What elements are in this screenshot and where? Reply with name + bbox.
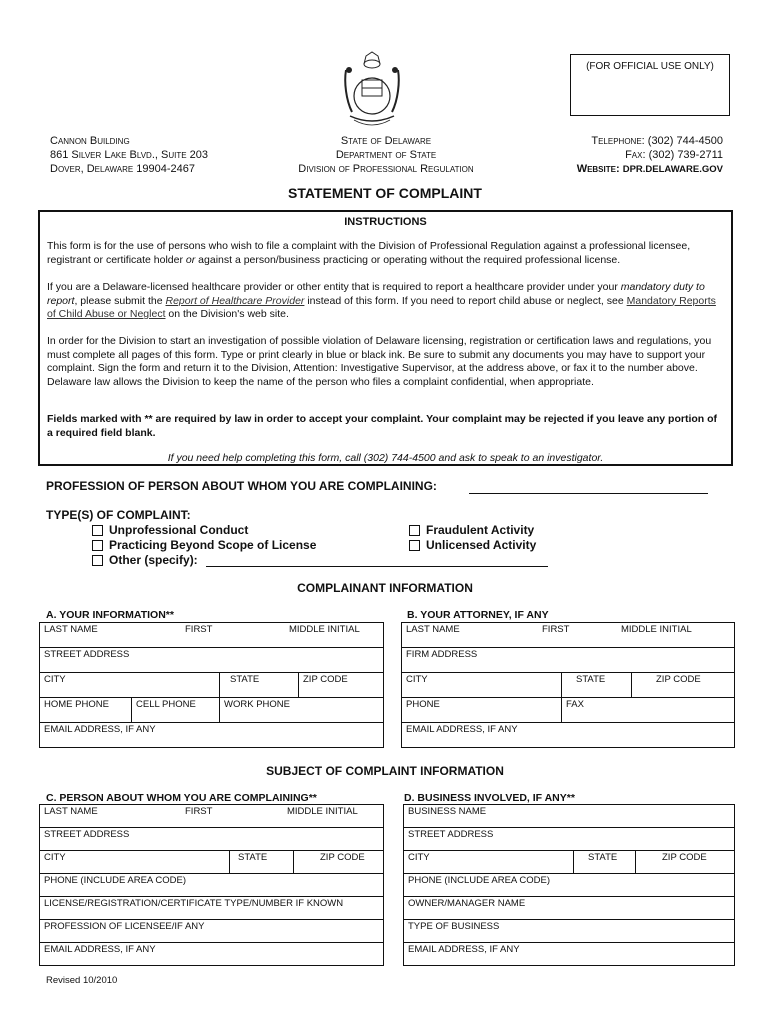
subject-heading: SUBJECT OF COMPLAINT INFORMATION <box>266 764 504 778</box>
c-license-field[interactable]: LICENSE/REGISTRATION/CERTIFICATE TYPE/NUMBER IF KNOWN <box>40 897 384 920</box>
address-line-3: Dover, Delaware 19904-2467 <box>50 163 195 175</box>
b-city-field[interactable]: CITY <box>402 673 562 698</box>
c-middle-label: MIDDLE INITIAL <box>287 806 358 817</box>
address-line-2: 861 Silver Lake Blvd., Suite 203 <box>50 149 208 161</box>
a-street-field[interactable]: STREET ADDRESS <box>40 648 384 673</box>
website-label: Website: <box>576 163 620 175</box>
b-last-name-label: LAST NAME <box>406 624 460 635</box>
c-name-field[interactable] <box>40 805 384 828</box>
fraudulent-activity-option[interactable] <box>409 523 534 537</box>
d-city-field[interactable]: CITY <box>404 851 574 874</box>
revision-footer: Revised 10/2010 <box>46 975 118 986</box>
c-profession-field[interactable]: PROFESSION OF LICENSEE/IF ANY <box>40 920 384 943</box>
beyond-scope-checkbox[interactable] <box>92 540 103 551</box>
c-email-field[interactable]: EMAIL ADDRESS, IF ANY <box>40 943 384 966</box>
agency-line-3: Division of Professional Regulation <box>298 163 474 175</box>
official-use-box <box>570 54 730 116</box>
unlicensed-activity-option[interactable] <box>409 538 536 552</box>
profession-label: PROFESSION OF PERSON ABOUT WHOM YOU ARE COMPLAINING: <box>46 479 437 493</box>
delaware-state-seal-icon <box>340 50 404 130</box>
section-b-table <box>401 622 735 748</box>
section-c-table <box>39 804 384 966</box>
instructions-paragraph-1 <box>47 240 723 267</box>
section-a-table <box>39 622 384 748</box>
a-home-phone-field[interactable]: HOME PHONE <box>40 698 132 723</box>
a-name-field[interactable] <box>40 623 384 648</box>
unprofessional-conduct-checkbox[interactable] <box>92 525 103 536</box>
agency-block <box>250 134 522 176</box>
b-email-field[interactable]: EMAIL ADDRESS, IF ANY <box>402 723 735 748</box>
other-option[interactable] <box>92 553 198 567</box>
section-c-heading: C. PERSON ABOUT WHOM YOU ARE COMPLAINING** <box>46 792 317 804</box>
website-link[interactable]: DPR.DELAWARE.GOV <box>622 164 723 175</box>
profession-input-line[interactable] <box>469 493 708 494</box>
b-firm-field[interactable]: FIRM ADDRESS <box>402 648 735 673</box>
d-email-field[interactable]: EMAIL ADDRESS, IF ANY <box>404 943 735 966</box>
page-title: STATEMENT OF COMPLAINT <box>288 185 482 201</box>
instructions-help-line: If you need help completing this form, call (302) 744-4500 and ask to speak to an investigator. <box>167 452 604 464</box>
beyond-scope-label: Practicing Beyond Scope of License <box>109 538 317 552</box>
instructions-box <box>38 210 733 466</box>
b-first-label: FIRST <box>542 624 570 635</box>
instructions-paragraph-4: Fields marked with ** are required by law in order to accept your complaint. Your complaint may be rejected if you leave any portion of a required field blank. <box>47 413 718 439</box>
telephone: Telephone: (302) 744-4500 <box>591 135 723 147</box>
p1-end: against a person/business practicing or operating without the required professional license. <box>198 253 621 266</box>
b-state-field[interactable]: STATE <box>562 673 632 698</box>
report-healthcare-provider-link[interactable]: Report of Healthcare Provider <box>165 294 305 307</box>
d-business-name-field[interactable]: BUSINESS NAME <box>404 805 735 828</box>
a-city-field[interactable]: CITY <box>40 673 220 698</box>
c-zip-field[interactable]: ZIP CODE <box>294 851 384 874</box>
section-d-table <box>403 804 735 966</box>
fraudulent-activity-checkbox[interactable] <box>409 525 420 536</box>
instructions-paragraph-2 <box>47 281 723 322</box>
c-last-name-label: LAST NAME <box>44 806 98 817</box>
a-work-phone-field[interactable]: WORK PHONE <box>220 698 384 723</box>
a-email-field[interactable]: EMAIL ADDRESS, IF ANY <box>40 723 384 748</box>
instructions-paragraph-3: In order for the Division to start an investigation of possible violation of Delaware licensing, registration or certification laws and regulations, you must complete all pages of this form. Type or print clearly in blue or black ink. Be sure to submit any documents you may have to support your complaint. Sign the form and return it to the Division, Attention: Investigative Supervisor, at the address above, or fax it to the number above. Delaware law allows the Division to keep the name of the person who files a complaint confidential, when appropriate. <box>47 335 712 388</box>
b-zip-field[interactable]: ZIP CODE <box>632 673 735 698</box>
p2-mandatory: mandatory duty to report <box>47 281 705 307</box>
complaint-types-label: TYPE(S) OF COMPLAINT: <box>46 508 191 522</box>
d-zip-field[interactable]: ZIP CODE <box>636 851 735 874</box>
p2-text-a: If you are a Delaware-licensed healthcare provider or other entity that is required to report a healthcare provider under your <box>47 281 618 293</box>
unlicensed-activity-label: Unlicensed Activity <box>426 538 537 552</box>
other-checkbox[interactable] <box>92 555 103 566</box>
p1-or: or <box>185 253 196 266</box>
complainant-heading: COMPLAINANT INFORMATION <box>297 581 473 595</box>
address-line-1: Cannon Building <box>50 135 130 147</box>
d-type-field[interactable]: TYPE OF BUSINESS <box>404 920 735 943</box>
p2-text-b: , please submit the <box>74 294 163 307</box>
unlicensed-activity-checkbox[interactable] <box>409 540 420 551</box>
other-specify-line[interactable] <box>206 566 548 567</box>
official-use-label: (FOR OFFICIAL USE ONLY) <box>586 61 714 72</box>
agency-line-2: Department of State <box>335 149 437 161</box>
a-zip-field[interactable]: ZIP CODE <box>299 673 384 698</box>
instructions-heading: INSTRUCTIONS <box>344 216 427 228</box>
fraudulent-activity-label: Fraudulent Activity <box>426 523 535 537</box>
unprofessional-conduct-label: Unprofessional Conduct <box>109 523 249 537</box>
a-first-label: FIRST <box>185 624 213 635</box>
b-middle-label: MIDDLE INITIAL <box>621 624 692 635</box>
address-block <box>50 134 270 176</box>
c-phone-field[interactable]: PHONE (INCLUDE AREA CODE) <box>40 874 384 897</box>
unprofessional-conduct-option[interactable] <box>92 523 248 537</box>
d-owner-field[interactable]: OWNER/MANAGER NAME <box>404 897 735 920</box>
a-middle-label: MIDDLE INITIAL <box>289 624 360 635</box>
contact-block <box>520 134 723 177</box>
section-a-heading: A. YOUR INFORMATION** <box>46 609 174 621</box>
d-street-field[interactable]: STREET ADDRESS <box>404 828 735 851</box>
p2-text-c: instead of this form. If you need to report child abuse or neglect, see <box>307 294 624 307</box>
agency-line-1: State of Delaware <box>340 135 432 147</box>
beyond-scope-option[interactable] <box>92 538 316 552</box>
section-b-heading: B. YOUR ATTORNEY, IF ANY <box>407 609 549 621</box>
p1-text: This form is for the use of persons who wish to file a complaint with the Division of Professional Regulation against a professional licensee, registrant or certificate holder <box>47 240 691 266</box>
p2-text-d: on the Division's web site. <box>168 308 289 320</box>
a-last-name-label: LAST NAME <box>44 624 98 635</box>
b-fax-field[interactable]: FAX <box>562 698 735 723</box>
a-cell-phone-field[interactable]: CELL PHONE <box>132 698 220 723</box>
section-d-heading: D. BUSINESS INVOLVED, IF ANY** <box>404 792 575 804</box>
a-state-field[interactable]: STATE <box>220 673 299 698</box>
c-state-field[interactable]: STATE <box>230 851 294 874</box>
c-first-label: FIRST <box>185 806 213 817</box>
c-city-field[interactable]: CITY <box>40 851 230 874</box>
fax: Fax: (302) 739-2711 <box>625 149 723 161</box>
d-state-field[interactable]: STATE <box>574 851 636 874</box>
b-phone-field[interactable]: PHONE <box>402 698 562 723</box>
other-label: Other (specify): <box>109 553 198 567</box>
b-name-field[interactable] <box>402 623 735 648</box>
c-street-field[interactable]: STREET ADDRESS <box>40 828 384 851</box>
d-phone-field[interactable]: PHONE (INCLUDE AREA CODE) <box>404 874 735 897</box>
mandatory-reports-link[interactable]: Mandatory Reports of Child Abuse or Neglect <box>47 294 716 320</box>
